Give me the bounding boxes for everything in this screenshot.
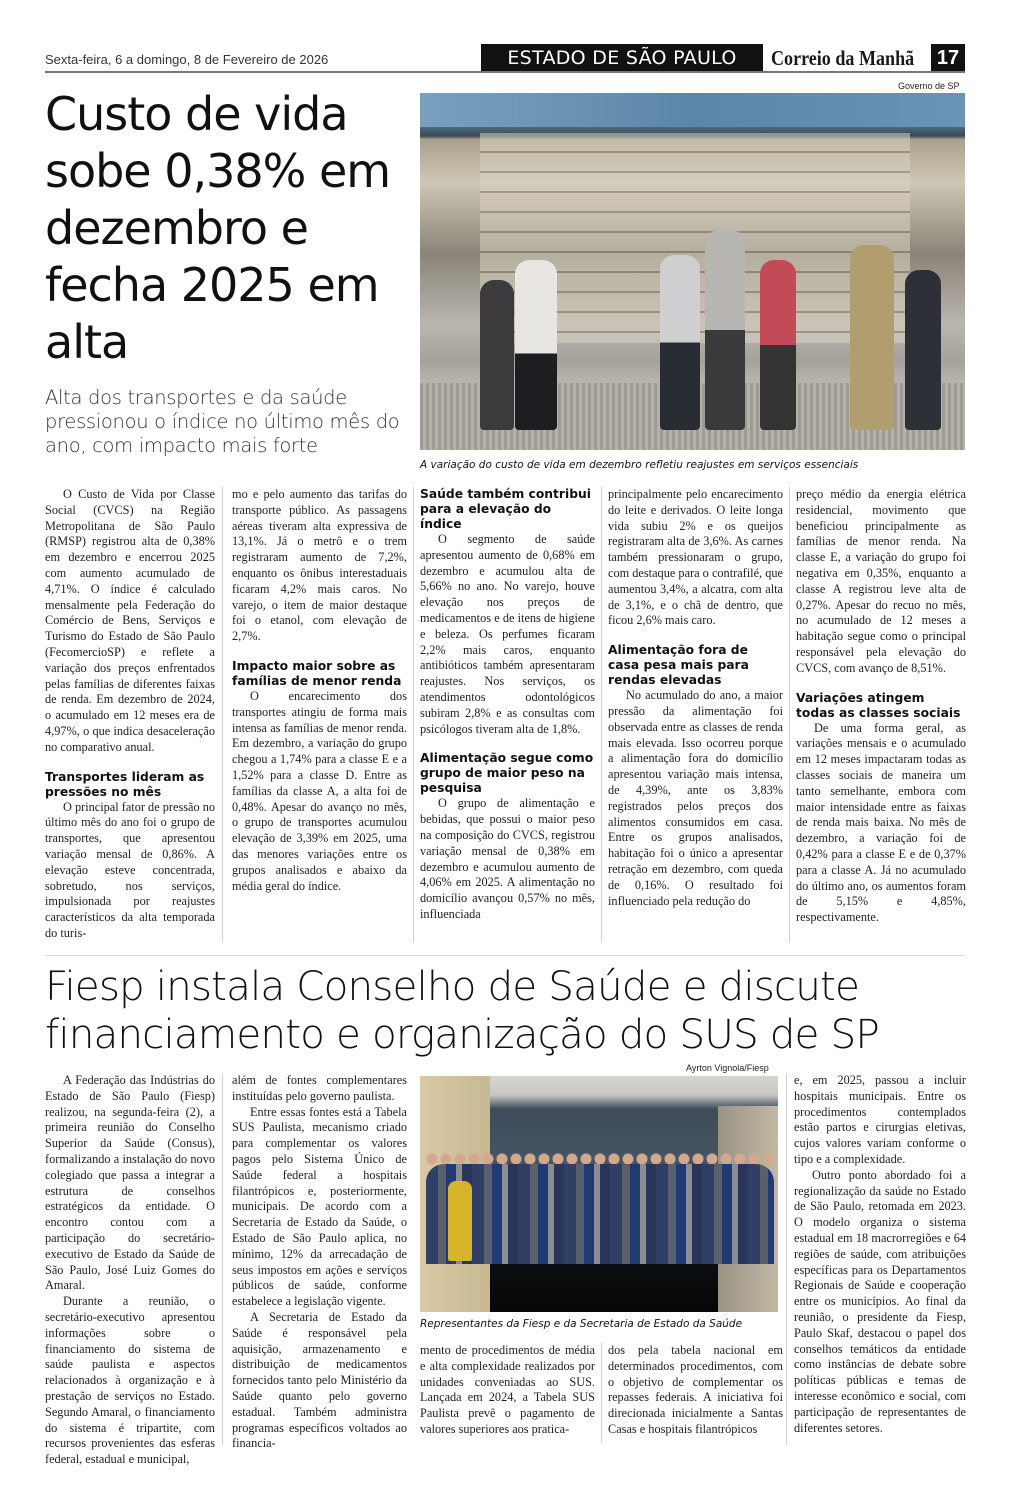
paragraph: O grupo de alimentação e bebidas, que possui o maior peso na composição do CVCS, registrou variação mensal de 0,38% em dezembro e acumulou aumento de 4,06% em 2025. A alimentação no domicílio avançou 0,57% no mês, influenciada	[420, 796, 595, 921]
article1-column-4	[608, 487, 783, 909]
article1-photo-caption: A variação do custo de vida em dezembro refletiu reajustes em serviços essenciais	[420, 459, 859, 471]
column-divider	[601, 487, 602, 943]
person-figure	[660, 255, 700, 430]
paragraph: No acumulado do ano, a maior pressão da alimentação foi observada entre as classes de renda mais elevada. Isso ocorreu porque a alimentação fora do domicílio apresentou variação mais intensa, de 4,39%, ante os 3,83% registrados pelos preços dos alimentos consumidos em casa. Entre os grupos analisados, habitação foi o único a apresentar retração em dezembro, com queda de 0,16%. O resultado foi influenciado pela redução do	[608, 688, 783, 908]
subheading: Saúde também contribui para a elevação do índice	[420, 487, 591, 531]
person-figure	[760, 260, 796, 430]
column-divider	[222, 487, 223, 943]
paragraph: A Secretaria de Estado da Saúde é responsável pela aquisição, armazenamento e distribuição de medicamentos fornecidos tanto pelo Ministério da Saúde quanto pelo governo estadual. Também administra programas específicos voltados ao financia-	[232, 1309, 407, 1451]
person-figure	[515, 260, 557, 430]
paragraph: mo e pelo aumento das tarifas do transporte público. As passagens aéreas tiveram alta expressiva de 13,1%. Já o metrô e o trem registraram aumento de 7,2%, enquanto os ônibus interestaduais ficaram 4,2% mais caros. No varejo, o item de maior destaque foi o etanol, com elevação de 2,7%.	[232, 487, 407, 644]
article2-photo-caption: Representantes da Fiesp e da Secretaria de Estado da Saúde	[420, 1318, 743, 1330]
masthead	[45, 44, 965, 72]
paragraph: Entre essas fontes está a Tabela SUS Paulista, mecanismo criado para complementar os valores pagos pelo Sistema Único de Saúde federal a hospitais filantrópicos e, posteriormente, municipais. De acordo com a Secretaria de Estado da Saúde, o Estado de São Paulo aplica, no mínimo, 12% da arrecadação de seus impostos em ações e serviços públicos de saúde, conforme estabelece a legislação vigente.	[232, 1104, 407, 1309]
subheading: Impacto maior sobre as famílias de menor renda	[232, 658, 402, 688]
paragraph: e, em 2025, passou a incluir hospitais municipais. Entre os procedimentos contemplados estão partos e cirurgias eletivas, cujos valores variam conforme o tipo e a complexidade.	[794, 1073, 966, 1166]
subheading: Alimentação segue como grupo de maior peso na pesquisa	[420, 751, 594, 796]
article1-column-3	[420, 487, 595, 923]
subheading: Variações atingem todas as classes sociais	[796, 690, 961, 720]
newspaper-logo: Correio da Manhã	[771, 46, 915, 70]
column-divider	[601, 1343, 602, 1443]
paragraph: dos pela tabela nacional em determinados procedimentos, com o objetivo de complementar os repasses federais. A iniciativa foi direcionada inicialmente a Santas Casas e hospitais filantrópicos	[608, 1343, 783, 1436]
paragraph: A Federação das Indústrias do Estado de São Paulo (Fiesp) realizou, na segunda-feira (2), a primeira reunião do Conselho Superior da Saúde (Consus), formalizando a instalação do novo colegiado que passa a integrar a estrutura de conselhos estratégicos da entidade. O encontro contou com a participação do secretário-executivo de Estado da Saúde de São Paulo, José Luiz Gomes do Amaral.	[45, 1073, 215, 1293]
column-divider	[222, 1073, 223, 1445]
paragraph: De uma forma geral, as variações mensais e o acumulado em 12 meses impactaram todas as classes sociais de maneira um tanto semelhante, embora com maior intensidade entre as faixas de renda mais baixa. No mês de dezembro, a variação foi de 0,42% para a classe E e de 0,37% para a classe A. Já no acumulado do último ano, os aumentos foram de 5,15% e 4,85%, respectivamente.	[796, 720, 966, 925]
group-of-people	[426, 1164, 774, 1264]
article1-column-1	[45, 487, 215, 942]
person-figure	[850, 245, 894, 430]
store-awning	[420, 93, 965, 127]
issue-date: Sexta-feira, 6 a domingo, 8 de Fevereiro de 2026	[45, 52, 329, 67]
article2-column-3	[420, 1343, 595, 1438]
article2-column-4	[608, 1343, 783, 1438]
paragraph: além de fontes complementares instituídas pelo governo paulista.	[232, 1073, 407, 1103]
subheading: Alimentação fora de casa pesa mais para rendas elevadas	[608, 643, 749, 688]
column-divider	[413, 487, 414, 943]
column-divider	[786, 1073, 787, 1445]
article2-photo	[420, 1076, 778, 1312]
article2-column-2	[232, 1073, 407, 1452]
paragraph: preço médio da energia elétrica residencial, movimento que beneficiou principalmente as famílias de menor renda. Na classe E, a variação do grupo foi negativa em 0,35%, enquanto a classe A registrou leve alta de 0,27%. Apesar do recuo no mês, no acumulado de 12 meses a habitação segue como o principal responsável pela elevação do CVCS, com avanço de 8,51%.	[796, 487, 966, 675]
paragraph: O Custo de Vida por Classe Social (CVCS) na Região Metropolitana de São Paulo (RMSP) registrou alta de 0,38% em dezembro e encerrou 2025 com aumento acumulado de 4,71%. O índice é calculado mensalmente pela Federação do Comércio de Bens, Serviços e Turismo do Estado de São Paulo (FecomercioSP) e reflete a variação dos preços enfrentados pelas famílias de diferentes faixas de renda. Em dezembro de 2024, o acumulado em 12 meses era de 4,97%, o que indica desaceleração no comparativo anual.	[45, 487, 215, 754]
article2-column-5	[794, 1073, 966, 1436]
paragraph: principalmente pelo encarecimento do leite e derivados. O leite longa vida subiu 2% e os queijos registraram alta de 3,6%. As carnes também pressionaram o grupo, com destaque para o contrafilé, que aumentou 3,4%, a alcatra, com alta de 3,1%, e o chã de dentro, que ficou 2,6% mais caro.	[608, 487, 783, 628]
article2-column-1	[45, 1073, 215, 1468]
subheading: Transportes lideram as pressões no mês	[45, 769, 205, 799]
masthead-divider	[45, 71, 965, 73]
article1-photo-credit: Governo de SP	[898, 81, 960, 91]
article1-subhead: Alta dos transportes e da saúde pressionou o índice no último mês do ano, com impacto mais forte	[45, 386, 400, 457]
column-divider	[789, 487, 790, 943]
paragraph: Outro ponto abordado foi a regionalização da saúde no Estado de São Paulo, retomada em 2023. O modelo organiza o sistema estadual em 18 macrorregiões e 64 regiões de saúde, com atribuições específicas para os Departamentos Regionais de Saúde e cooperação entre os municípios. Ao final da reunião, o presidente da Fiesp, Paulo Skaf, destacou o papel dos conselhos temáticos da entidade como instâncias de debate sobre políticas públicas e temas de interesse econômico e social, com participação de representantes de diferentes setores.	[794, 1167, 966, 1435]
paragraph: O principal fator de pressão no último mês do ano foi o grupo de transportes, que apresentou variação mensal de 0,86%. A elevação esteve concentrada, sobretudo, nos serviços, impulsionada por reajustes característicos da alta temporada do turis-	[45, 799, 215, 940]
person-figure	[905, 270, 941, 430]
article2-photo-credit: Ayrton Vignola/Fiesp	[686, 1063, 769, 1073]
person-yellow-jacket	[448, 1181, 472, 1261]
article1-photo	[420, 93, 965, 450]
paragraph: Durante a reunião, o secretário-executivo apresentou informações sobre o financiamento do sistema de saúde paulista e aspectos relacionados à organização e à prestação de serviços no Estado. Segundo Amaral, o financiamento do sistema é tripartite, com recursos provenientes das esferas federal, estadual e municipal,	[45, 1294, 215, 1467]
page-number: 17	[931, 44, 965, 72]
article1-headline: Custo de vida sobe 0,38% em dezembro e fecha 2025 em alta	[45, 87, 391, 369]
article2-headline: Fiesp instala Conselho de Saúde e discute financiamento e organização do SUS de SP	[45, 962, 879, 1058]
person-figure	[705, 230, 745, 430]
article-divider	[45, 955, 965, 956]
person-figure	[480, 280, 514, 430]
article1-column-2	[232, 487, 407, 894]
paragraph: O encarecimento dos transportes atingiu de forma mais intensa as famílias de menor renda. Em dezembro, a variação do grupo chegou a 1,74% para a classe E e a 1,52% para a classe D. Entre as famílias da classe A, a alta foi de 0,48%. Apesar do avanço no mês, o grupo de transportes acumulou elevação de 3,39% em 2025, uma das menores variações entre os grupos analisados e abaixo da média geral do índice.	[232, 688, 407, 893]
article1-column-5	[796, 487, 966, 926]
paragraph: mento de procedimentos de média e alta complexidade realizados por unidades conveniadas ao SUS. Lançada em 2024, a Tabela SUS Paulista prevê o pagamento de valores superiores aos pratica-	[420, 1343, 595, 1436]
section-label: ESTADO DE SÃO PAULO	[481, 44, 763, 72]
paragraph: O segmento de saúde apresentou aumento de 0,68% em dezembro e acumulou alta de 5,66% no ano. No varejo, houve elevação nos preços de medicamentos e de itens de higiene e beleza. Os perfumes ficaram 2,2% mais caros, enquanto antibióticos também apresentaram reajustes. Nos serviços, os atendimentos odontológicos subiram 2,8% e as consultas com psicólogos tiveram alta de 1,8%.	[420, 532, 595, 736]
